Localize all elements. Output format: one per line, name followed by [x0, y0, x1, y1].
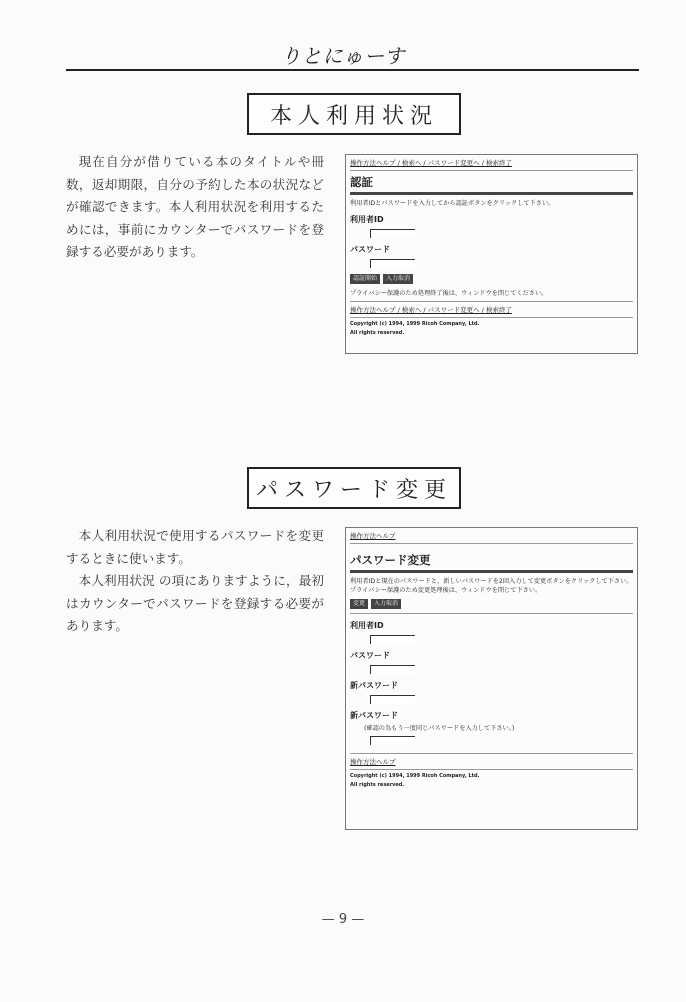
user-id-label: 利用者ID: [350, 215, 384, 224]
auth-title: 認証: [350, 175, 373, 189]
new-password-confirm-input[interactable]: [370, 736, 415, 745]
section-title-usage-status: 本人利用状況: [247, 93, 461, 135]
copyright-line: Copyright (c) 1994, 1999 Ricoh Company, Ltd.: [350, 321, 480, 327]
password-label: パスワード: [350, 651, 390, 660]
user-id-label: 利用者ID: [350, 621, 384, 630]
pw-nav-bottom[interactable]: 操作方法ヘルプ: [350, 758, 396, 766]
auth-start-button[interactable]: 認証開始: [350, 274, 380, 284]
privacy-note: プライバシー保護のため処理終了後は、ウィンドウを閉じてください。: [350, 290, 548, 297]
change-button[interactable]: 変更: [350, 599, 368, 609]
new-password-confirm-label: 新パスワード: [350, 711, 398, 720]
section2-paragraph: 本人利用状況 の項にありますように，最初はカウンターでパスワードを登録する必要があります。: [66, 573, 324, 633]
page-number: — 9 —: [321, 912, 365, 927]
confirm-note: (確認の為もう一度同じパスワードを入力して下さい。): [364, 725, 515, 732]
copyright-line: All rights reserved.: [350, 782, 405, 788]
pw-title: パスワード変更: [350, 553, 431, 567]
header-rule: [66, 69, 639, 71]
page-header-title: りとにゅーす: [280, 44, 406, 68]
section1-body-text: [66, 151, 324, 264]
divider: [350, 170, 633, 171]
section2-body-text: [66, 525, 324, 638]
password-change-screenshot: [345, 527, 638, 830]
divider: [350, 543, 633, 544]
copyright-line: Copyright (c) 1994, 1999 Ricoh Company, Ltd.: [350, 773, 480, 779]
auth-screenshot: [345, 154, 638, 354]
divider: [350, 301, 633, 302]
new-password-label: 新パスワード: [350, 681, 398, 690]
auth-nav-top[interactable]: 操作方法ヘルプ / 検索へ / パスワード変更へ / 検索終了: [350, 159, 512, 167]
input-clear-button[interactable]: 入力取消: [371, 599, 401, 609]
section2-paragraph: 本人利用状況で使用するパスワードを変更するときに使います。: [66, 528, 324, 566]
pw-nav-top[interactable]: 操作方法ヘルプ: [350, 532, 396, 540]
divider: [350, 769, 633, 770]
password-label: パスワード: [350, 245, 390, 254]
auth-nav-bottom[interactable]: 操作方法ヘルプ / 検索へ / パスワード変更へ / 検索終了: [350, 306, 512, 314]
new-password-input[interactable]: [370, 695, 415, 704]
divider: [350, 753, 633, 754]
copyright-line: All rights reserved.: [350, 330, 405, 336]
user-id-input[interactable]: [370, 635, 415, 644]
password-input[interactable]: [370, 259, 415, 268]
divider: [350, 613, 633, 614]
divider: [350, 192, 633, 195]
pw-instruction: 利用者IDと現在のパスワードと、新しいパスワードを2回入力して変更ボタンをクリックして下さい。プライバシー保護のため変更処理後は、ウィンドウを閉じて下さい。: [350, 578, 633, 594]
section-title-password-change: パスワード変更: [247, 467, 461, 509]
divider: [350, 570, 633, 573]
divider: [350, 317, 633, 318]
input-clear-button[interactable]: 入力取消: [383, 274, 413, 284]
auth-instruction: 利用者IDとパスワードを入力してから認証ボタンをクリックして下さい。: [350, 200, 555, 207]
password-input[interactable]: [370, 665, 415, 674]
user-id-input[interactable]: [370, 229, 415, 238]
section1-paragraph: 現在自分が借りている本のタイトルや冊数，返却期限，自分の予約した本の状況などが確認できます。本人利用状況を利用するためには，事前にカウンターでパスワードを登録する必要があります。: [66, 154, 324, 259]
